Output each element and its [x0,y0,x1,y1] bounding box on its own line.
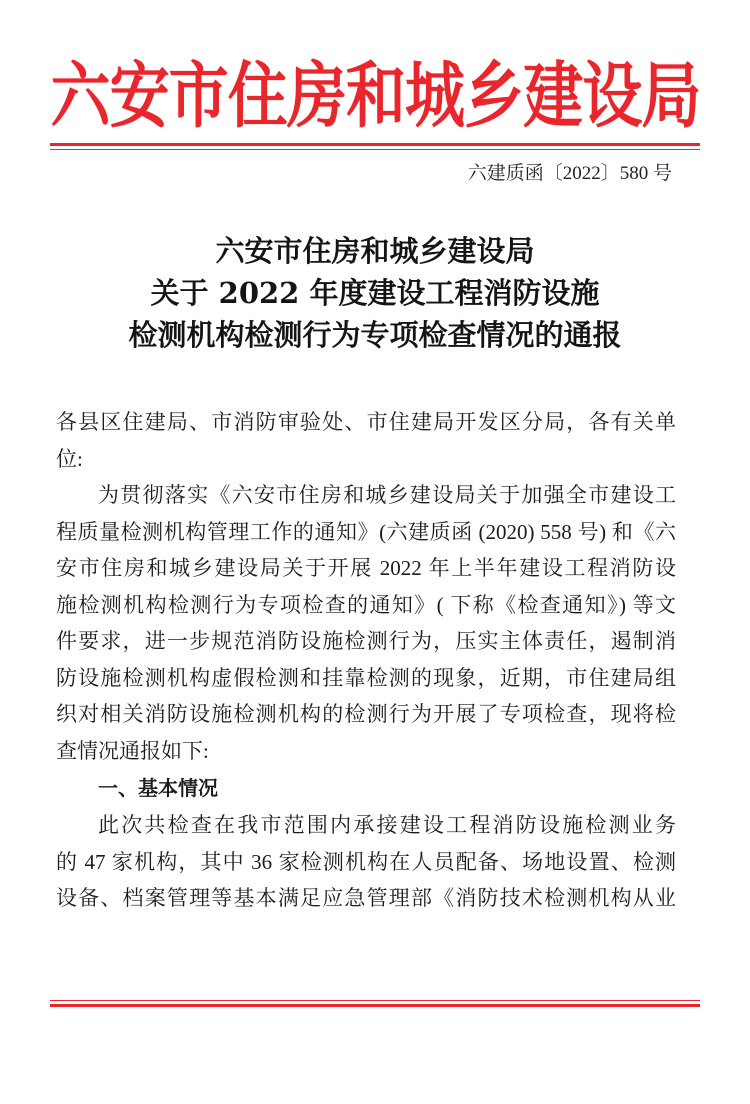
body-line: 位: [56,446,83,471]
footer-rule-thick [50,1004,700,1007]
footer-rule-thin [50,1000,700,1001]
title-line-3: 检测机构检测行为专项检查情况的通报 [128,318,622,352]
body-line: 此次共检查在我市范围内承接建设工程消防设施检测业务 [98,813,676,837]
section-heading-basic-situation: 一、基本情况 [98,776,218,800]
masthead-org-name: 六安市住房和城乡建设局 [49,53,701,138]
body-line: 各县区住建局、市消防审验处、市住建局开发区分局，各有关单 [56,410,676,434]
masthead [50,40,700,140]
document-body [56,404,676,917]
masthead-rule-thin [50,149,700,150]
body-line: 施检测机构检测行为专项检查的通知》( 下称《检查通知》) 等文 [56,592,676,617]
body-line: 设备、档案管理等基本满足应急管理部《消防技术检测机构从业 [56,886,676,910]
title-line-2: 关于 2022 年度建设工程消防设施 [150,276,600,310]
body-line: 安市住房和城乡建设局关于开展 2022 年上半年建设工程消防设 [56,556,676,580]
body-line: 件要求，进一步规范消防设施检测行为，压实主体责任，遏制消 [56,629,676,653]
title-line-1: 六安市住房和城乡建设局 [215,234,535,268]
masthead-rule-thick [50,143,700,146]
body-line: 为贯彻落实《六安市住房和城乡建设局关于加强全市建设工 [98,483,676,507]
body-line: 的 47 家机构，其中 36 家检测机构在人员配备、场地设置、检测 [56,849,676,874]
body-line: 程质量检测机构管理工作的通知》(六建质函 (2020) 558 号) 和《六 [56,519,676,544]
document-title [50,230,700,356]
document-number: 六建质函〔2022〕580 号 [467,163,672,184]
body-line: 织对相关消防设施检测机构的检测行为开展了专项检查，现将检 [56,702,676,726]
body-line: 防设施检测机构虚假检测和挂靠检测的现象，近期，市住建局组 [56,665,676,690]
body-line: 查情况通报如下: [56,738,209,763]
